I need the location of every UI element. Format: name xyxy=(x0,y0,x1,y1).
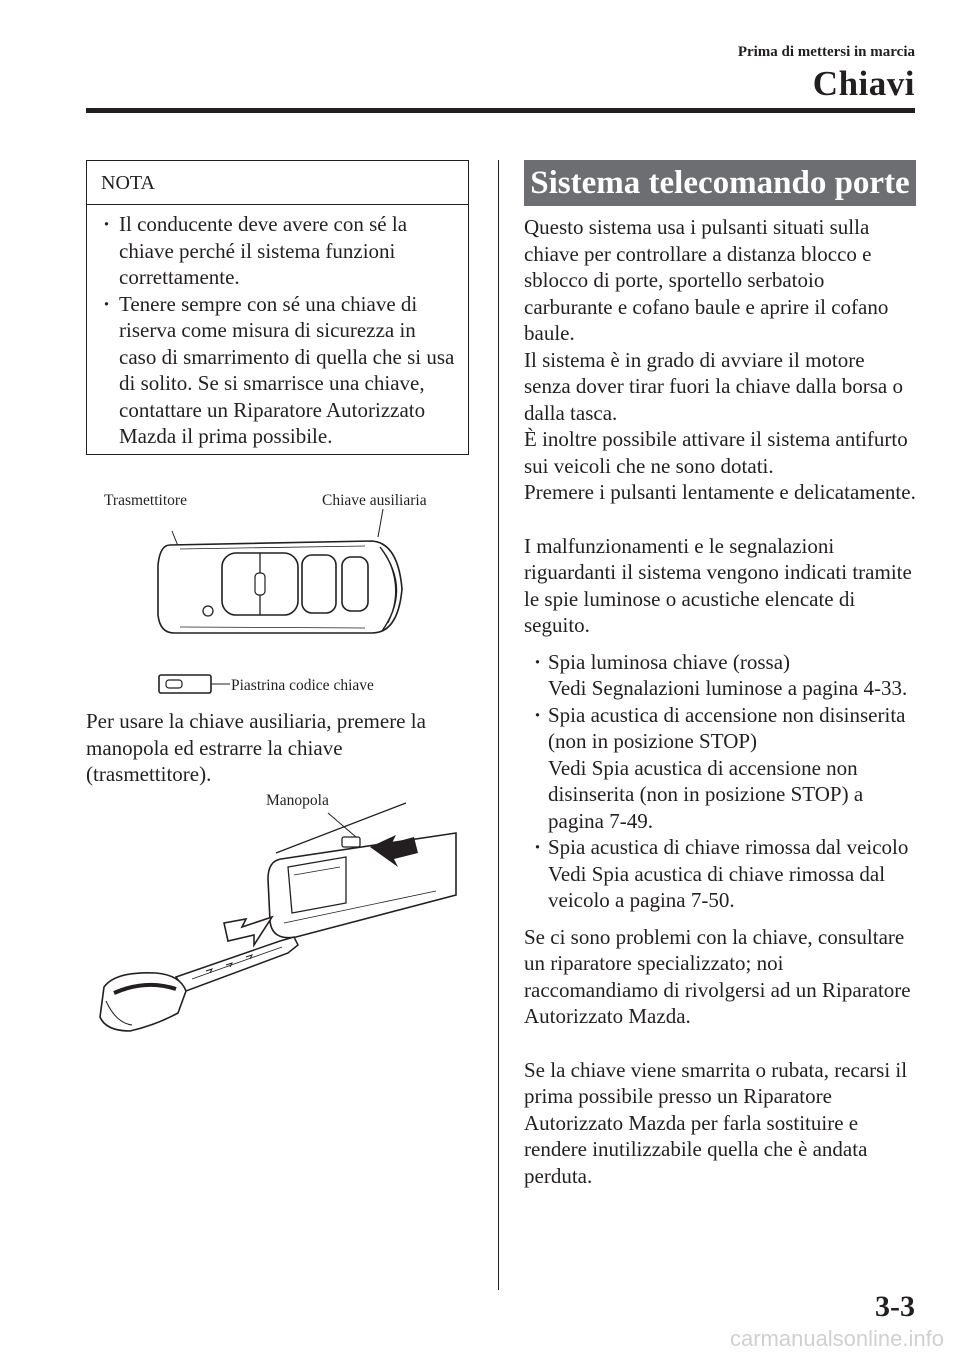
paragraph: Il sistema è in grado di avviare il motore senza dover tirar fuori la chiave dalla borsa o dalla tasca. xyxy=(524,347,903,425)
note-item: · Tenere sempre con sé una chiave di riserva come misura di sicurezza in caso di smarrimento di quella che si usa di solito. Se si smarrisce una chiave, contattare un Riparatore Autorizzato Mazda il prima possibile. xyxy=(101,291,458,450)
paragraph: Premere i pulsanti lentamente e delicatamente. xyxy=(524,480,916,504)
warning-ref: Vedi Spia acustica di accensione non disinserita (non in posizione STOP) a pagina 7-49. xyxy=(548,755,864,833)
section-title: Sistema telecomando porte xyxy=(524,160,916,206)
header-rule xyxy=(86,108,915,113)
note-title: NOTA xyxy=(87,161,468,205)
warning-title: · Spia acustica di chiave rimossa dal veicolo xyxy=(548,835,909,859)
warning-ref: Vedi Segnalazioni luminose a pagina 4-33. xyxy=(548,676,908,700)
page-number: 3-3 xyxy=(875,1290,915,1323)
paragraph: I malfunzionamenti e le segnalazioni riguardanti il sistema vengono indicati tramite le spie luminose o acustiche elencate di seguito. xyxy=(524,533,912,637)
label-knob: Manopola xyxy=(266,792,329,809)
aux-key-removal-illustration xyxy=(96,795,466,1055)
warning-list-item xyxy=(524,702,916,835)
section-body xyxy=(524,214,916,1189)
warning-title: · Spia acustica di accensione non disinserita (non in posizione STOP) xyxy=(548,702,906,753)
paragraph: Se la chiave viene smarrita o rubata, recarsi il prima possibile presso un Riparatore Autorizzato Mazda per farla sostituire e rendere inutilizzabile quella che è andata perduta. xyxy=(524,1057,908,1188)
note-box xyxy=(86,160,469,455)
label-aux-key: Chiave ausiliaria xyxy=(322,492,427,509)
paragraph: Se ci sono problemi con la chiave, consultare un riparatore specializzato; noi raccomandiamo di rivolgersi ad un Riparatore Autorizzato Mazda. xyxy=(524,924,911,1028)
note-body xyxy=(87,205,468,450)
column-divider xyxy=(498,160,499,1290)
label-code-plate: Piastrina codice chiave xyxy=(231,677,374,694)
running-header-section: Prima di mettersi in marcia xyxy=(737,44,915,60)
warning-ref: Vedi Spia acustica di chiave rimossa dal veicolo a pagina 7-50. xyxy=(548,861,886,912)
watermark: carmanualsonline.info xyxy=(729,1326,944,1351)
running-header-chapter: Chiavi xyxy=(812,64,915,103)
warning-list-item xyxy=(524,834,916,914)
warning-title: · Spia luminosa chiave (rossa) xyxy=(548,649,791,674)
key-code-plate-icon xyxy=(158,673,238,695)
paragraph: È inoltre possibile attivare il sistema antifurto sui veicoli che ne sono dotati. xyxy=(524,427,908,478)
paragraph: Questo sistema usa i pulsanti situati sulla chiave per controllare a distanza blocco e sblocco di porte, sportello serbatoio carburante e cofano baule e aprire il cofano baule. xyxy=(524,215,889,345)
label-transmitter: Trasmettitore xyxy=(104,492,187,509)
aux-key-instruction: Per usare la chiave ausiliaria, premere la manopola ed estrarre la chiave (trasmettitore). xyxy=(86,709,426,786)
note-item: · Il conducente deve avere con sé la chiave perché il sistema funzioni correttamente. xyxy=(101,211,458,291)
key-fob-illustration xyxy=(150,505,420,675)
warning-list-item xyxy=(524,649,916,702)
